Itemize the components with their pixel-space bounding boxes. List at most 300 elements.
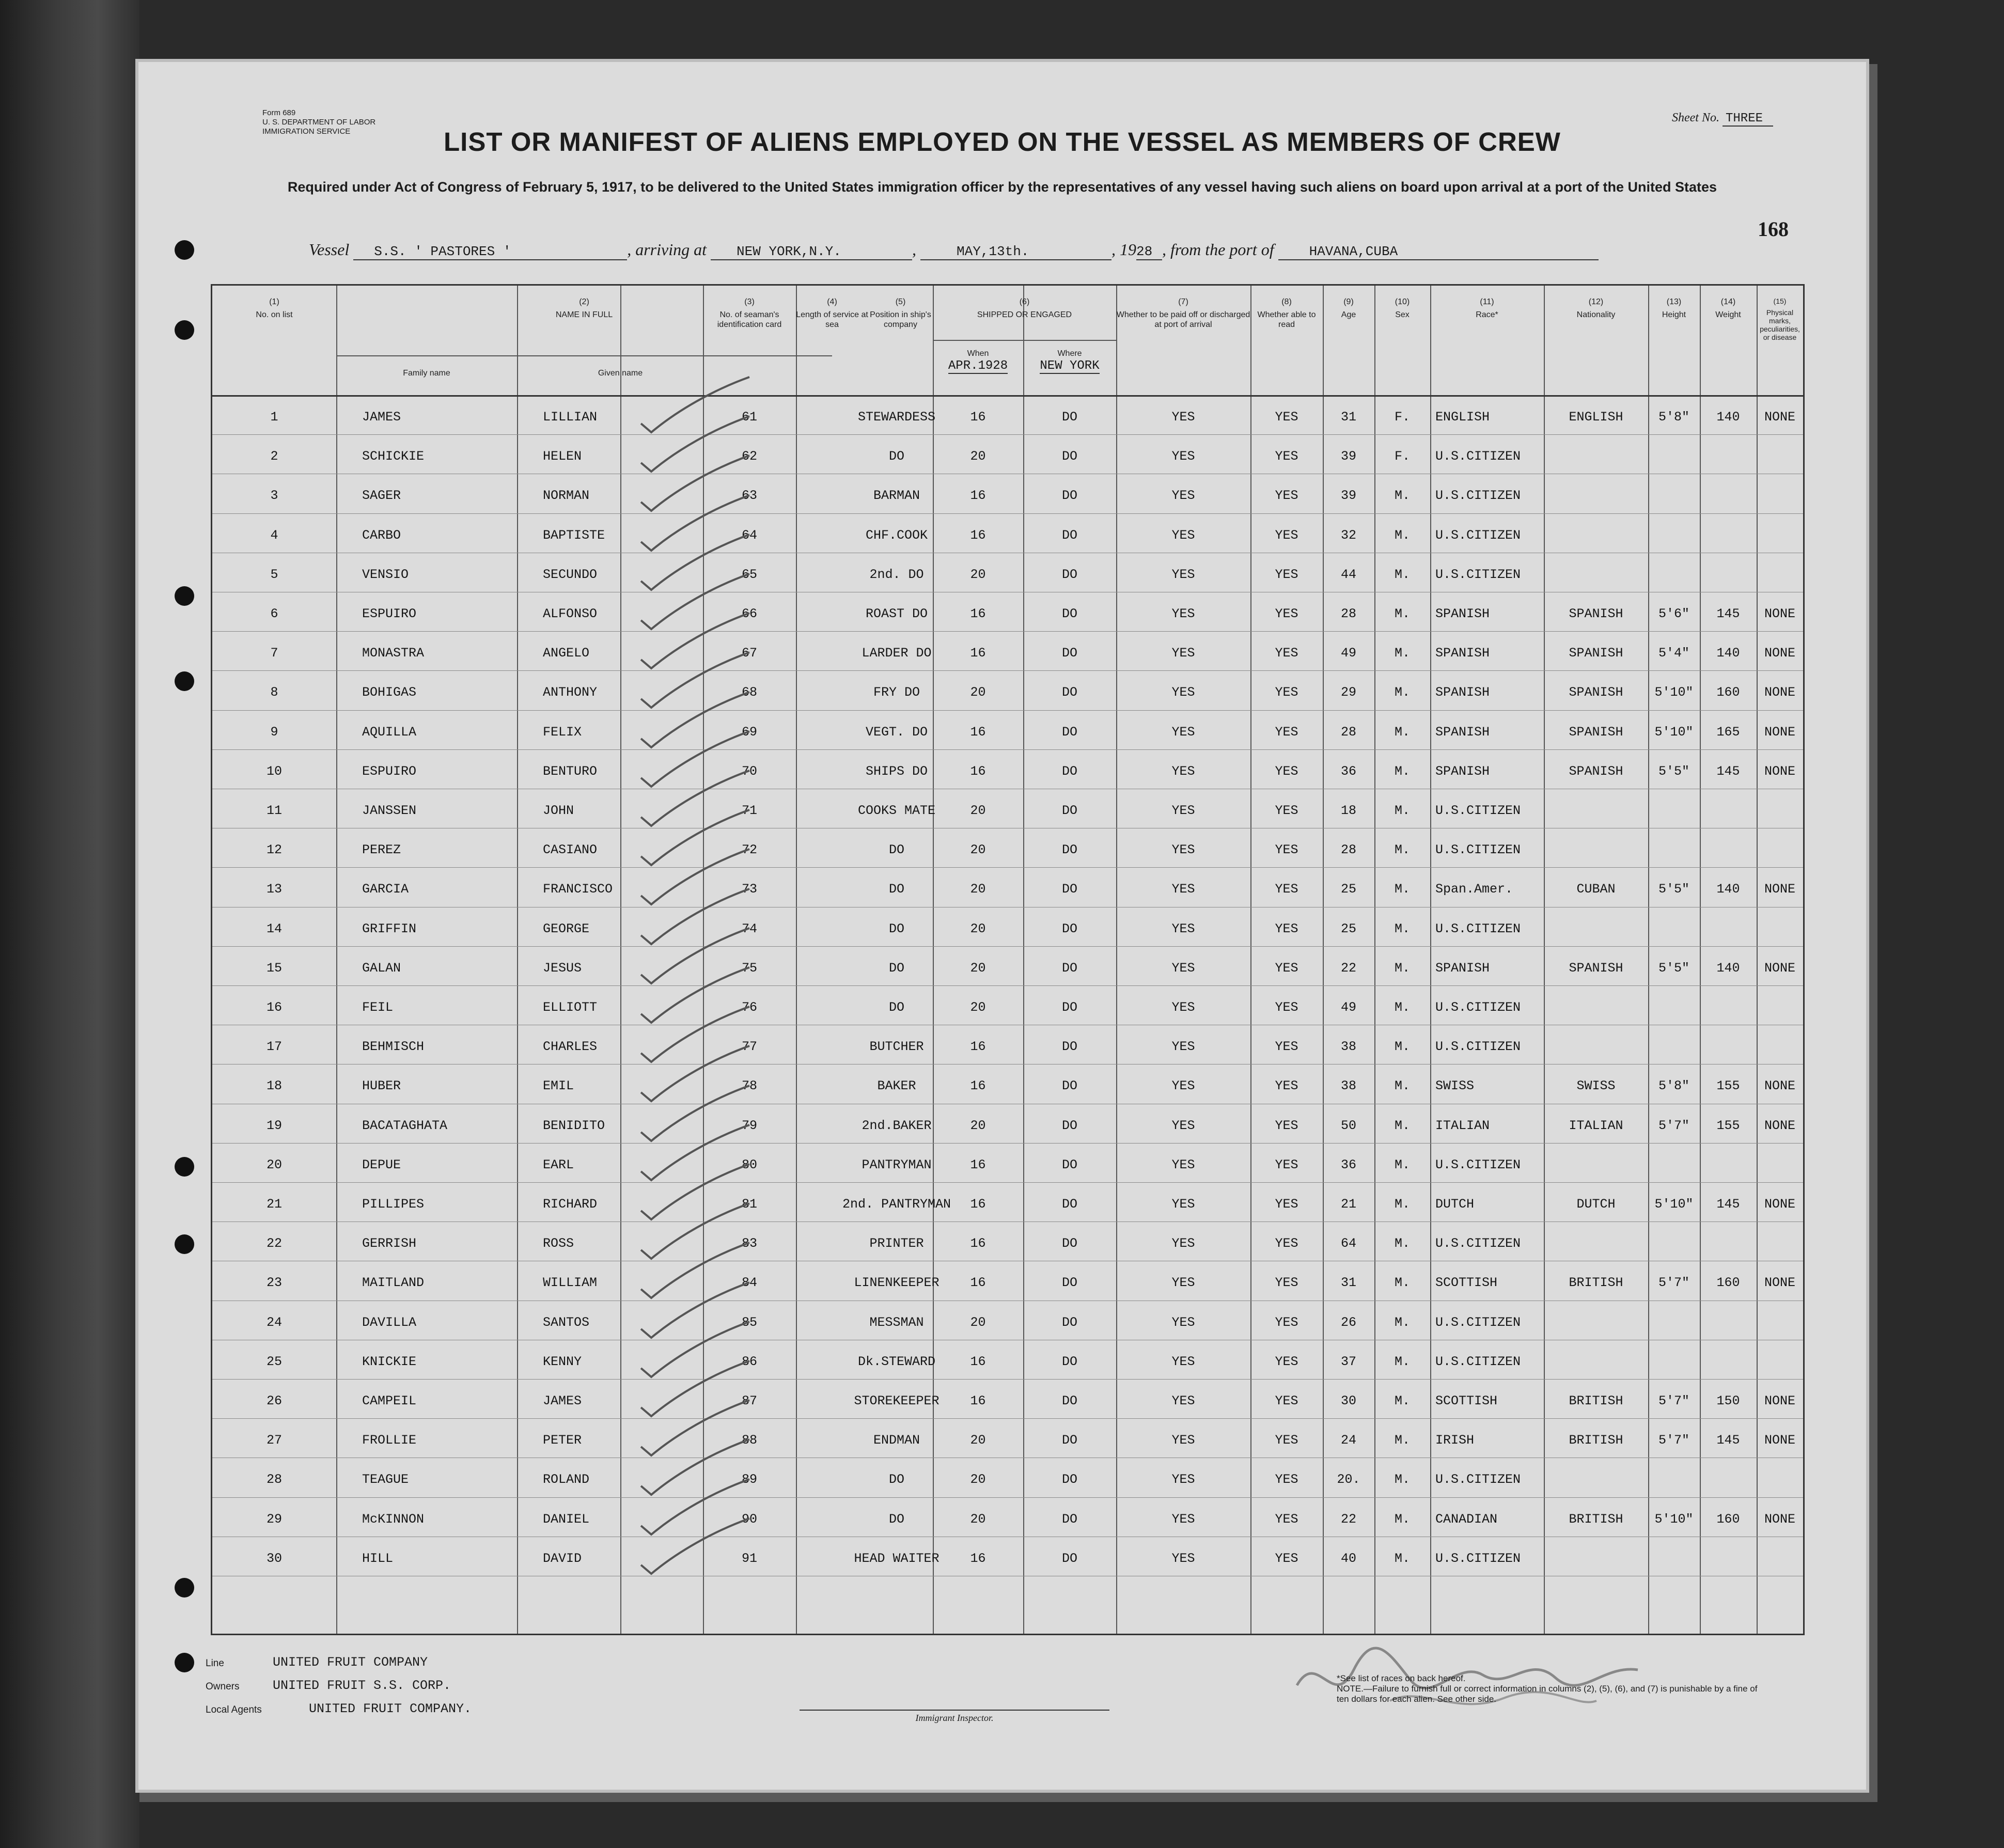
cell-physical-marks: NONE [1764,410,1795,425]
cell-sex: M. [1394,646,1410,661]
cell-paid-off: YES [1171,1472,1195,1487]
cell-height: 5'10" [1654,685,1694,700]
cell-given-name: FRANCISCO [543,882,613,897]
cell-physical-marks: NONE [1764,1118,1795,1133]
cell-position: BAKER [877,1078,916,1094]
cell-given-name: BAPTISTE [543,527,605,543]
cell-id-card: 66 [741,606,757,621]
cell-position: STEWARDESS [857,410,936,425]
cell-nationality: SWISS [1576,1078,1616,1094]
row-divider [212,946,1803,947]
cell-shipped-when: 16 [970,763,986,779]
row-divider [212,1221,1803,1222]
cell-id-card: 67 [741,646,757,661]
header-race: (11) Race* [1476,297,1498,319]
column-divider [1757,286,1758,1634]
cell-shipped-when: 16 [970,1354,986,1369]
row-divider [212,1497,1803,1498]
cell-shipped-where: DO [1061,1157,1077,1172]
cell-nationality: BRITISH [1569,1393,1623,1408]
cell-able-to-read: YES [1275,410,1298,425]
cell-no: 29 [266,1511,282,1527]
cell-given-name: JOHN [543,803,574,818]
header-id-card: (3) No. of seaman's identification card [717,297,782,329]
cell-family-name: ESPUIRO [362,606,417,621]
cell-able-to-read: YES [1275,449,1298,464]
cell-family-name: FEIL [362,1000,394,1015]
cell-shipped-when: 20 [970,803,986,818]
manifest-page [138,62,1866,1790]
cell-paid-off: YES [1171,803,1195,818]
cell-able-to-read: YES [1275,882,1298,897]
cell-age: 28 [1340,724,1356,740]
cell-position: LINENKEEPER [854,1275,940,1291]
cell-given-name: WILLIAM [543,1275,598,1291]
cell-no: 30 [266,1551,282,1566]
cell-position: FRY DO [873,685,920,700]
cell-shipped-where: DO [1061,1551,1077,1566]
document-title: LIST OR MANIFEST OF ALIENS EMPLOYED ON THE VESSEL AS MEMBERS OF CREW [444,127,1561,156]
cell-no: 17 [266,1039,282,1055]
binder-strip [0,0,139,1848]
cell-race: DUTCH [1435,1197,1475,1212]
cell-able-to-read: YES [1275,488,1298,504]
footer-notes: *See list of races on back hereof. NOTE.—Failure to furnish full or correct information in columns (2), (5), (6), and (7) is punishable by a fine of ten dollars for each alien. See other side. [1337,1673,1758,1704]
cell-paid-off: YES [1171,488,1195,504]
cell-age: 31 [1340,410,1356,425]
cell-sex: M. [1394,1314,1410,1330]
cell-shipped-where: DO [1061,527,1077,543]
cell-shipped-when: 16 [970,1236,986,1251]
cell-paid-off: YES [1171,1157,1195,1172]
cell-shipped-when: 16 [970,488,986,504]
cell-family-name: AQUILLA [362,724,417,740]
cell-nationality: SPANISH [1569,646,1623,661]
cell-no: 3 [270,488,278,504]
cell-shipped-where: DO [1061,1393,1077,1408]
cell-paid-off: YES [1171,410,1195,425]
header-no-on-list: (1) No. on list [256,297,293,319]
cell-nationality: SPANISH [1569,606,1623,621]
cell-shipped-where: DO [1061,842,1077,858]
cell-sex: M. [1394,1393,1410,1408]
cell-height: 5'7" [1658,1393,1689,1408]
cell-age: 20. [1337,1472,1360,1487]
cell-able-to-read: YES [1275,1039,1298,1055]
punch-hole [175,586,194,606]
cell-position: HEAD WAITER [854,1551,940,1566]
cell-age: 28 [1340,606,1356,621]
cell-no: 1 [270,410,278,425]
cell-race: U.S.CITIZEN [1435,527,1521,543]
cell-no: 15 [266,960,282,976]
row-divider [212,631,1803,632]
cell-shipped-where: DO [1061,1118,1077,1133]
cell-no: 13 [266,882,282,897]
header-able-to-read: (8) Whether able to read [1257,297,1316,329]
cell-family-name: HILL [362,1551,394,1566]
cell-weight: 140 [1716,882,1740,897]
cell-id-card: 78 [741,1078,757,1094]
cell-paid-off: YES [1171,1275,1195,1291]
cell-shipped-where: DO [1061,763,1077,779]
cell-able-to-read: YES [1275,646,1298,661]
cell-race: Span.Amer. [1435,882,1513,897]
cell-race: U.S.CITIZEN [1435,842,1521,858]
cell-no: 18 [266,1078,282,1094]
cell-age: 49 [1340,646,1356,661]
cell-position: DO [888,921,904,936]
cell-able-to-read: YES [1275,1314,1298,1330]
cell-no: 7 [270,646,278,661]
cell-race: SPANISH [1435,763,1490,779]
cell-age: 39 [1340,488,1356,504]
cell-shipped-when: 16 [970,646,986,661]
cell-shipped-where: DO [1061,1314,1077,1330]
cell-physical-marks: NONE [1764,960,1795,976]
cell-able-to-read: YES [1275,763,1298,779]
cell-shipped-when: 20 [970,567,986,582]
row-divider [212,749,1803,750]
cell-id-card: 75 [741,960,757,976]
cell-age: 38 [1340,1039,1356,1055]
cell-id-card: 89 [741,1472,757,1487]
cell-no: 8 [270,685,278,700]
cell-shipped-when: 20 [970,882,986,897]
cell-shipped-when: 20 [970,1000,986,1015]
document-subtitle: Required under Act of Congress of February 5, 1917, to be delivered to the United States immigration officer by the representatives of any vessel having such aliens on board upon arrival at a port of the United States [287,179,1717,195]
cell-id-card: 72 [741,842,757,858]
cell-shipped-where: DO [1061,449,1077,464]
arrival-year: 28 [1136,244,1162,260]
header-age: (9) Age [1341,297,1356,319]
cell-sex: M. [1394,724,1410,740]
cell-shipped-where: DO [1061,1039,1077,1055]
row-divider [212,710,1803,711]
cell-given-name: ELLIOTT [543,1000,598,1015]
cell-age: 36 [1340,1157,1356,1172]
header-sex: (10) Sex [1395,297,1410,319]
cell-paid-off: YES [1171,646,1195,661]
cell-given-name: HELEN [543,449,582,464]
cell-family-name: GERRISH [362,1236,417,1251]
cell-no: 6 [270,606,278,621]
cell-race: ENGLISH [1435,410,1490,425]
cell-physical-marks: NONE [1764,1433,1795,1448]
footer-agents: Local Agents UNITED FRUIT COMPANY. [206,1701,472,1716]
shipped-when-value: APR.1928 [948,359,1008,373]
cell-shipped-where: DO [1061,921,1077,936]
column-divider [336,286,337,1634]
cell-physical-marks: NONE [1764,1275,1795,1291]
cell-age: 25 [1340,882,1356,897]
cell-age: 37 [1340,1354,1356,1369]
cell-race: SPANISH [1435,685,1490,700]
cell-id-card: 71 [741,803,757,818]
cell-id-card: 64 [741,527,757,543]
cell-given-name: LILLIAN [543,410,598,425]
form-number: Form 689 U. S. DEPARTMENT OF LABOR IMMIGRATION SERVICE [262,108,376,136]
cell-given-name: CHARLES [543,1039,598,1055]
cell-no: 10 [266,763,282,779]
cell-family-name: DAVILLA [362,1314,417,1330]
cell-family-name: BEHMISCH [362,1039,425,1055]
cell-nationality: BRITISH [1569,1511,1623,1527]
cell-no: 16 [266,1000,282,1015]
cell-shipped-where: DO [1061,1511,1077,1527]
cell-position: LARDER DO [862,646,932,661]
cell-id-card: 62 [741,449,757,464]
row-divider [212,434,1803,435]
cell-age: 29 [1340,685,1356,700]
cell-race: U.S.CITIZEN [1435,567,1521,582]
cell-shipped-where: DO [1061,1433,1077,1448]
cell-position: COOKS MATE [857,803,936,818]
cell-weight: 155 [1716,1078,1740,1094]
cell-position: DO [888,1472,904,1487]
cell-sex: M. [1394,1157,1410,1172]
cell-able-to-read: YES [1275,724,1298,740]
cell-paid-off: YES [1171,882,1195,897]
cell-no: 5 [270,567,278,582]
vessel-line: Vessel S.S. ' PASTORES ' , arriving at NEW YORK,N.Y. , MAY,13th. , 1928 , from the port of HAVANA,CUBA [309,240,1599,260]
cell-family-name: DEPUE [362,1157,401,1172]
cell-given-name: EARL [543,1157,574,1172]
footer-line: Line UNITED FRUIT COMPANY [206,1655,428,1670]
cell-shipped-when: 20 [970,449,986,464]
cell-able-to-read: YES [1275,1000,1298,1015]
cell-given-name: JAMES [543,1393,582,1408]
cell-nationality: ITALIAN [1569,1118,1623,1133]
header-name-in-full: (2) NAME IN FULL [555,297,613,319]
cell-physical-marks: NONE [1764,606,1795,621]
cell-given-name: BENIDITO [543,1118,605,1133]
cell-position: DO [888,449,904,464]
cell-paid-off: YES [1171,763,1195,779]
header-length-of-service: (4) Length of service at sea [796,297,868,329]
cell-family-name: JANSSEN [362,803,417,818]
cell-sex: M. [1394,1000,1410,1015]
cell-sex: M. [1394,1078,1410,1094]
cell-sex: F. [1394,449,1410,464]
cell-weight: 165 [1716,724,1740,740]
cell-sex: M. [1394,882,1410,897]
cell-given-name: PETER [543,1433,582,1448]
cell-physical-marks: NONE [1764,1078,1795,1094]
cell-age: 36 [1340,763,1356,779]
row-divider [212,1379,1803,1380]
row-divider [212,513,1803,514]
cell-age: 31 [1340,1275,1356,1291]
cell-family-name: MONASTRA [362,646,425,661]
cell-age: 18 [1340,803,1356,818]
row-divider [212,1418,1803,1419]
crew-manifest-table [211,284,1805,1635]
cell-age: 30 [1340,1393,1356,1408]
cell-height: 5'7" [1658,1118,1689,1133]
cell-position: STOREKEEPER [854,1393,940,1408]
cell-sex: M. [1394,803,1410,818]
cell-family-name: ESPUIRO [362,763,417,779]
cell-family-name: CARBO [362,527,401,543]
cell-able-to-read: YES [1275,1275,1298,1291]
cell-race: SWISS [1435,1078,1475,1094]
cell-sex: M. [1394,921,1410,936]
cell-shipped-when: 20 [970,685,986,700]
cell-height: 5'5" [1658,882,1689,897]
cell-given-name: ANGELO [543,646,590,661]
cell-given-name: ROLAND [543,1472,590,1487]
cell-able-to-read: YES [1275,527,1298,543]
cell-able-to-read: YES [1275,960,1298,976]
cell-nationality: DUTCH [1576,1197,1616,1212]
cell-position: VEGT. DO [865,724,928,740]
cell-position: DO [888,882,904,897]
cell-shipped-where: DO [1061,567,1077,582]
cell-id-card: 81 [741,1197,757,1212]
cell-weight: 145 [1716,606,1740,621]
column-divider [1648,286,1649,1634]
cell-weight: 145 [1716,1197,1740,1212]
column-divider [1430,286,1431,1634]
cell-able-to-read: YES [1275,685,1298,700]
header-shipped-engaged: (6) SHIPPED OR ENGAGED [977,297,1072,319]
cell-age: 49 [1340,1000,1356,1015]
cell-id-card: 63 [741,488,757,504]
cell-id-card: 85 [741,1314,757,1330]
cell-shipped-where: DO [1061,724,1077,740]
cell-height: 5'7" [1658,1275,1689,1291]
cell-height: 5'10" [1654,724,1694,740]
row-divider [212,1143,1803,1144]
cell-sex: M. [1394,1511,1410,1527]
cell-shipped-where: DO [1061,1275,1077,1291]
footer-line-value: UNITED FRUIT COMPANY [273,1655,428,1670]
cell-no: 23 [266,1275,282,1291]
cell-family-name: SCHICKIE [362,449,425,464]
cell-age: 21 [1340,1197,1356,1212]
cell-position: DO [888,1000,904,1015]
cell-sex: M. [1394,1551,1410,1566]
cell-paid-off: YES [1171,724,1195,740]
cell-id-card: 77 [741,1039,757,1055]
cell-no: 9 [270,724,278,740]
cell-family-name: PILLIPES [362,1197,425,1212]
cell-given-name: KENNY [543,1354,582,1369]
cell-race: SPANISH [1435,606,1490,621]
cell-shipped-where: DO [1061,1197,1077,1212]
cell-shipped-when: 16 [970,1039,986,1055]
cell-physical-marks: NONE [1764,646,1795,661]
cell-shipped-when: 16 [970,1551,986,1566]
name-subheader-divider [336,355,832,356]
cell-shipped-when: 16 [970,1393,986,1408]
cell-physical-marks: NONE [1764,685,1795,700]
cell-paid-off: YES [1171,1118,1195,1133]
cell-nationality: CUBAN [1576,882,1616,897]
cell-race: U.S.CITIZEN [1435,803,1521,818]
cell-height: 5'10" [1654,1511,1694,1527]
cell-position: ENDMAN [873,1433,920,1448]
cell-race: SPANISH [1435,646,1490,661]
cell-no: 20 [266,1157,282,1172]
cell-position: DO [888,842,904,858]
cell-shipped-where: DO [1061,685,1077,700]
cell-race: U.S.CITIZEN [1435,921,1521,936]
cell-id-card: 61 [741,410,757,425]
cell-shipped-when: 16 [970,724,986,740]
cell-id-card: 86 [741,1354,757,1369]
cell-paid-off: YES [1171,449,1195,464]
cell-race: U.S.CITIZEN [1435,488,1521,504]
cell-id-card: 87 [741,1393,757,1408]
cell-shipped-where: DO [1061,1000,1077,1015]
cell-shipped-where: DO [1061,1078,1077,1094]
arrival-date: MAY,13th. [920,244,1111,260]
header-position: (5) Position in ship's company [870,297,931,329]
cell-family-name: BOHIGAS [362,685,417,700]
cell-nationality: BRITISH [1569,1275,1623,1291]
cell-id-card: 84 [741,1275,757,1291]
cell-given-name: ANTHONY [543,685,598,700]
cell-no: 19 [266,1118,282,1133]
cell-id-card: 74 [741,921,757,936]
cell-no: 21 [266,1197,282,1212]
cell-paid-off: YES [1171,606,1195,621]
cell-able-to-read: YES [1275,842,1298,858]
cell-race: U.S.CITIZEN [1435,1039,1521,1055]
cell-family-name: BACATAGHATA [362,1118,448,1133]
arrival-port: NEW YORK,N.Y. [711,244,912,260]
cell-shipped-where: DO [1061,960,1077,976]
footer-owners: Owners UNITED FRUIT S.S. CORP. [206,1678,451,1693]
cell-able-to-read: YES [1275,1157,1298,1172]
check-mark-icon [636,1516,755,1578]
cell-sex: M. [1394,1433,1410,1448]
cell-race: U.S.CITIZEN [1435,1314,1521,1330]
cell-given-name: NORMAN [543,488,590,504]
cell-physical-marks: NONE [1764,1393,1795,1408]
cell-no: 24 [266,1314,282,1330]
cell-age: 22 [1340,960,1356,976]
cell-nationality: SPANISH [1569,685,1623,700]
cell-given-name: DANIEL [543,1511,590,1527]
cell-family-name: PEREZ [362,842,401,858]
cell-age: 38 [1340,1078,1356,1094]
cell-id-card: 73 [741,882,757,897]
cell-weight: 140 [1716,960,1740,976]
cell-paid-off: YES [1171,1551,1195,1566]
vessel-name: S.S. ' PASTORES ' [353,244,627,260]
cell-height: 5'4" [1658,646,1689,661]
cell-race: U.S.CITIZEN [1435,1236,1521,1251]
cell-shipped-when: 20 [970,1314,986,1330]
header-nationality: (12) Nationality [1576,297,1616,319]
cell-able-to-read: YES [1275,1433,1298,1448]
cell-shipped-when: 16 [970,606,986,621]
cell-paid-off: YES [1171,1393,1195,1408]
departure-port: HAVANA,CUBA [1278,244,1599,260]
cell-height: 5'5" [1658,960,1689,976]
cell-weight: 145 [1716,1433,1740,1448]
cell-nationality: ENGLISH [1569,410,1623,425]
cell-id-card: 80 [741,1157,757,1172]
header-divider [212,395,1803,397]
cell-sex: M. [1394,606,1410,621]
cell-paid-off: YES [1171,921,1195,936]
cell-paid-off: YES [1171,1078,1195,1094]
cell-shipped-where: DO [1061,803,1077,818]
